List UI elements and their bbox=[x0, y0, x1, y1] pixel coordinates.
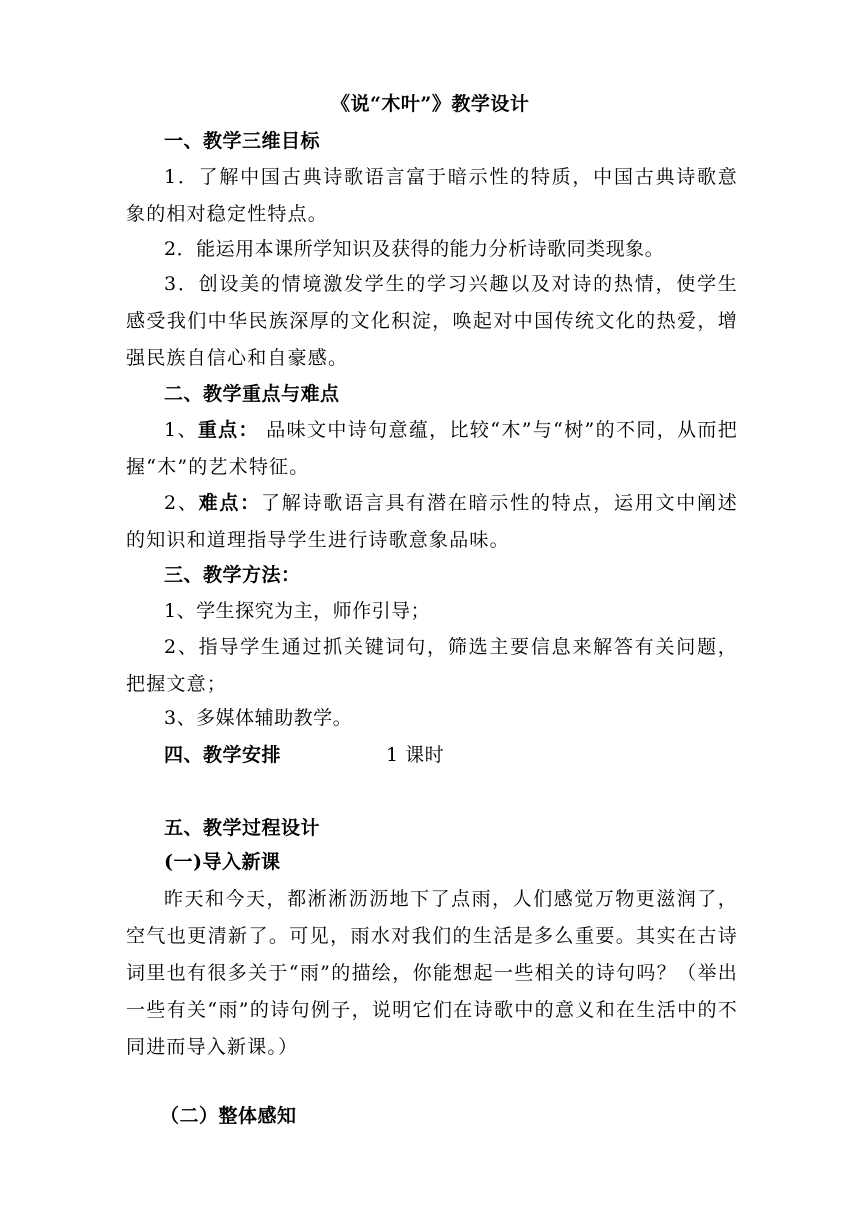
key-point-text: 品味文中诗句意蕴，比较“木”与“树”的不同，从而把握“木”的艺术特征。 bbox=[126, 419, 738, 478]
key-point-label: 重点： bbox=[197, 419, 259, 441]
difficulty-label: 难点： bbox=[198, 492, 261, 514]
method-item-2: 2、指导学生通过抓关键词句，筛选主要信息来解答有关问题，把握文意； bbox=[126, 636, 738, 695]
key-point-paragraph bbox=[126, 412, 738, 486]
document-title: 《说“木叶”》教学设计 bbox=[331, 93, 530, 115]
method-item-1: 1、学生探究为主，师作引导； bbox=[164, 600, 431, 622]
subsection-introduction: (一)导入新课 bbox=[164, 851, 281, 873]
section-heading-methods: 三、教学方法： bbox=[164, 564, 301, 586]
method-item-3: 3、多媒体辅助教学。 bbox=[164, 707, 353, 729]
section-heading-schedule: 四、教学安排 bbox=[164, 744, 282, 766]
introduction-paragraph: 昨天和今天，都淅淅沥沥地下了点雨，人们感觉万物更滋润了，空气也更清新了。可见，雨水对我们的生活是多么重要。其实在古诗词里也有很多关于“雨”的描绘，你能想起一些相关的诗句吗？（举出一些有关“雨”的诗句例子，说明它们在诗歌中的意义和在生活中的不同进而导入新课。） bbox=[126, 888, 738, 1058]
goal-item-3: 3．创设美的情境激发学生的学习兴趣以及对诗的热情，使学生感受我们中华民族深厚的文化积淀，唤起对中国传统文化的热爱，增强民族自信心和自豪感。 bbox=[126, 273, 738, 369]
difficulty-prefix: 2、 bbox=[164, 492, 199, 514]
key-point-prefix: 1、 bbox=[164, 419, 198, 441]
goal-item-2: 2．能运用本课所学知识及获得的能力分析诗歌同类现象。 bbox=[164, 238, 665, 260]
schedule-value: 1 课时 bbox=[386, 744, 445, 766]
section-heading-process: 五、教学过程设计 bbox=[164, 817, 321, 839]
difficulty-paragraph bbox=[126, 485, 738, 559]
section-heading-goals: 一、教学三维目标 bbox=[164, 130, 321, 152]
difficulty-text: 了解诗歌语言具有潜在暗示性的特点，运用文中阐述的知识和道理指导学生进行诗歌意象品味。 bbox=[126, 492, 738, 551]
section-heading-key-points: 二、教学重点与难点 bbox=[164, 383, 340, 405]
subsection-overall-perception: （二）整体感知 bbox=[160, 1105, 297, 1127]
goal-item-1: 1．了解中国古典诗歌语言富于暗示性的特质，中国古典诗歌意象的相对稳定性特点。 bbox=[126, 166, 738, 225]
